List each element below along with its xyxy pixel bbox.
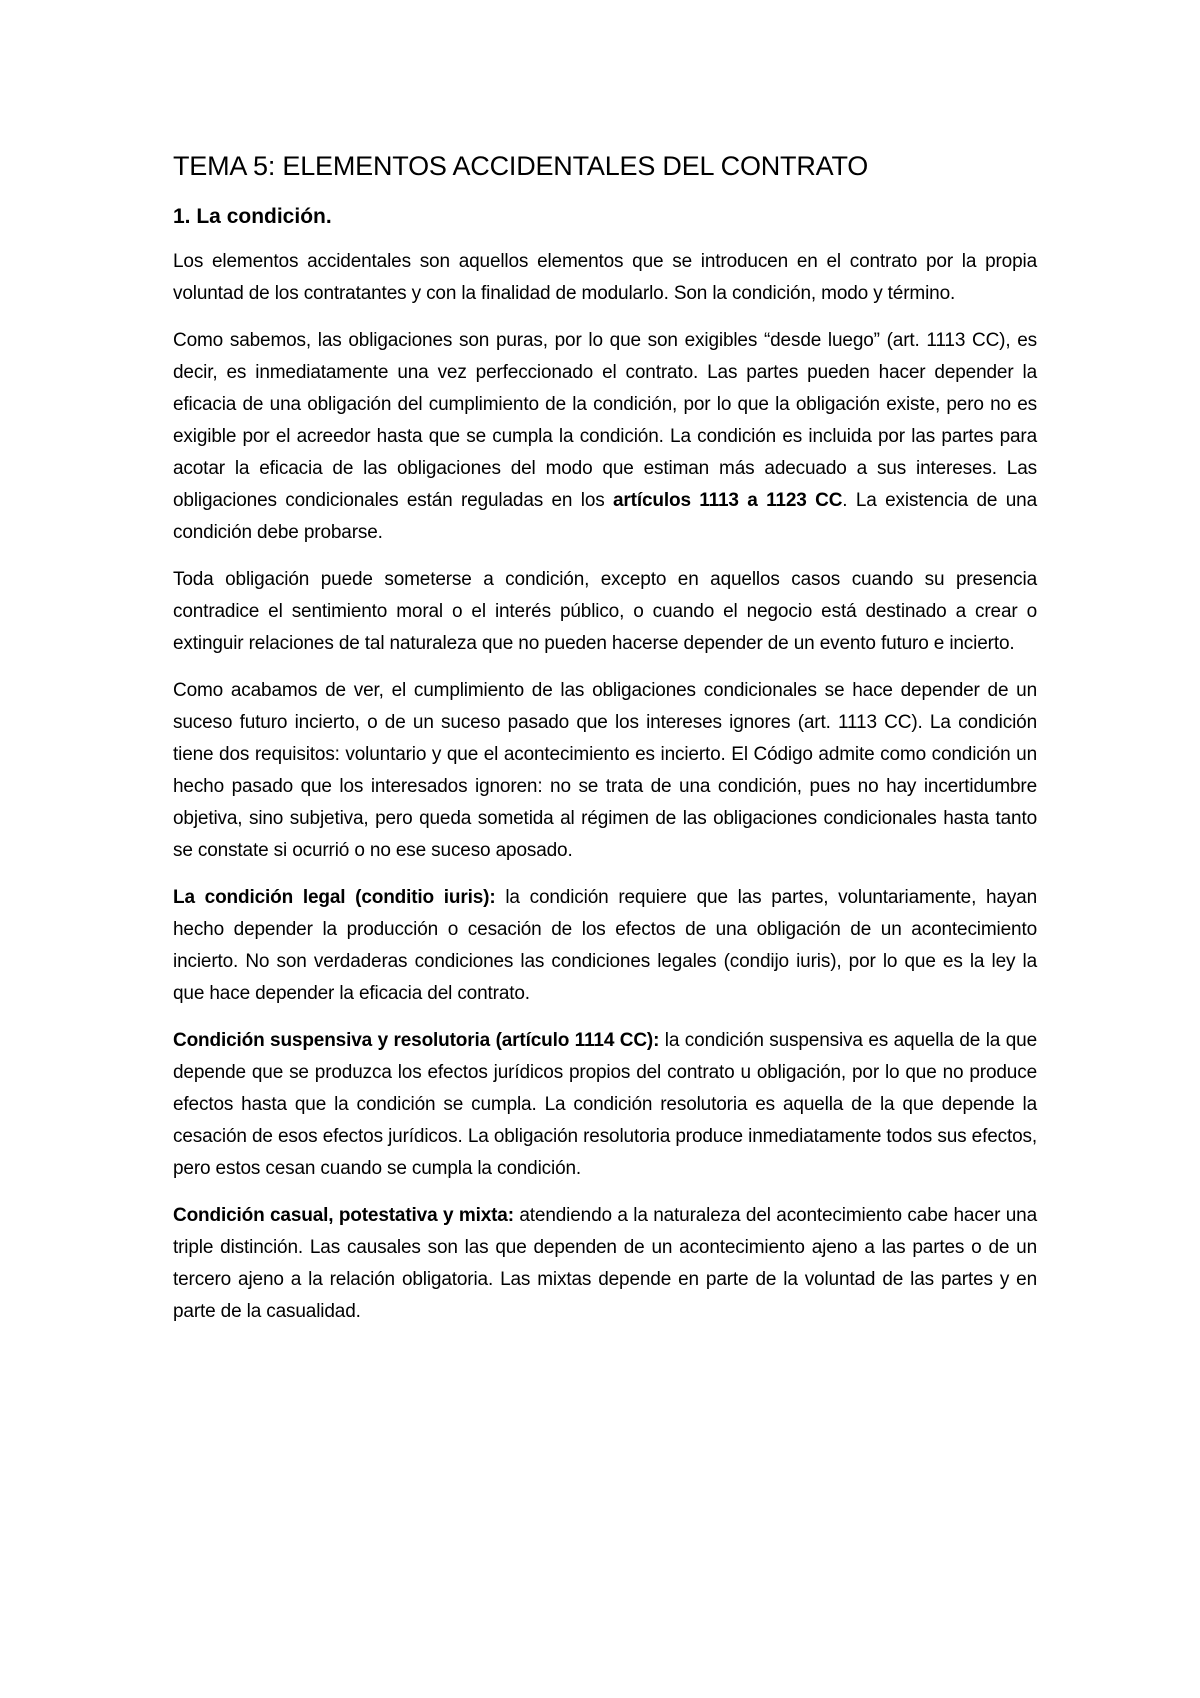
section-heading: 1. La condición. <box>173 205 332 228</box>
document-title: TEMA 5: ELEMENTOS ACCIDENTALES DEL CONTRATO <box>173 151 869 181</box>
paragraph-7 <box>173 1200 1037 1328</box>
paragraph-2-text-b: . La existencia de una condición debe probarse. <box>173 490 1037 543</box>
paragraph-1-text: Los elementos accidentales son aquellos elementos que se introducen en el contrato por la propia voluntad de los contratantes y con la finalidad de modularlo. Son la condición, modo y término. <box>173 251 1037 304</box>
paragraph-4 <box>173 675 1037 867</box>
paragraph-7-bold: Condición casual, potestativa y mixta: <box>173 1205 514 1226</box>
paragraph-3-text: Toda obligación puede someterse a condición, excepto en aquellos casos cuando su presencia contradice el sentimiento moral o el interés público, o cuando el negocio está destinado a crear o extinguir relaciones de tal naturaleza que no pueden hacerse depender de un evento futuro e incierto. <box>173 569 1037 654</box>
paragraph-2 <box>173 325 1037 549</box>
paragraph-6 <box>173 1025 1037 1185</box>
paragraph-5-text: la condición requiere que las partes, voluntariamente, hayan hecho depender la producción o cesación de los efectos de una obligación de un acontecimiento incierto. No son verdaderas condiciones las condiciones legales (condijo iuris), por lo que es la ley la que hace depender la eficacia del contrato. <box>173 887 1038 1004</box>
paragraph-7-text: atendiendo a la naturaleza del acontecimiento cabe hacer una triple distinción. Las causales son las que dependen de un acontecimiento ajeno a las partes o de un tercero ajeno a la relación obligatoria. Las mixtas depende en parte de la voluntad de las partes y en parte de la casualidad. <box>173 1205 1037 1322</box>
paragraph-3 <box>173 564 1037 660</box>
paragraph-4-text: Como acabamos de ver, el cumplimiento de las obligaciones condicionales se hace depender de un suceso futuro incierto, o de un suceso pasado que los intereses ignores (art. 1113 CC). La condición tiene dos requisitos: voluntario y que el acontecimiento es incierto. El Código admite como condición un hecho pasado que los interesados ignoren: no se trata de una condición, pues no hay incertidumbre objetiva, sino subjetiva, pero queda sometida al régimen de las obligaciones condicionales hasta tanto se constate si ocurrió o no ese suceso aposado. <box>173 680 1037 861</box>
document-page <box>173 148 1037 1343</box>
paragraph-2-text-a: Como sabemos, las obligaciones son puras, por lo que son exigibles “desde luego” (art. 1113 CC), es decir, es inmediatamente una vez perfeccionado el contrato. Las partes pueden hacer depender la eficacia de una obligación del cumplimiento de la condición, por lo que la obligación existe, pero no es exigible por el acreedor hasta que se cumpla la condición. La condición es incluida por las partes para acotar la eficacia de las obligaciones del modo que estiman más adecuado a sus intereses. Las obligaciones condicionales están reguladas en los <box>173 330 1037 511</box>
paragraph-6-text: la condición suspensiva es aquella de la que depende que se produzca los efectos jurídicos propios del contrato u obligación, por lo que no produce efectos hasta que la condición se cumpla. La condición resolutoria es aquella de la que depende la cesación de esos efectos jurídicos. La obligación resolutoria produce inmediatamente todos sus efectos, pero estos cesan cuando se cumpla la condición. <box>173 1030 1037 1179</box>
paragraph-1 <box>173 246 1037 310</box>
paragraph-5-bold: La condición legal (conditio iuris): <box>173 887 496 908</box>
paragraph-2-bold: artículos 1113 a 1123 CC <box>613 490 843 511</box>
paragraph-5 <box>173 882 1037 1010</box>
paragraph-6-bold: Condición suspensiva y resolutoria (artículo 1114 CC): <box>173 1030 660 1051</box>
